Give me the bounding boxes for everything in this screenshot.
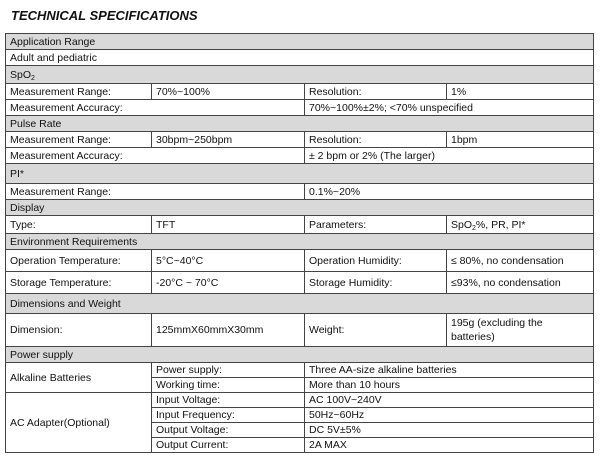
input-frequency-label: Input Frequency:: [152, 408, 305, 423]
pi-section-label: PI*: [6, 164, 594, 184]
input-voltage-label: Input Voltage:: [152, 393, 305, 408]
display-params-value: SpO$_2$%, PR, PI*: [447, 216, 594, 234]
op-humidity-label: Operation Humidity:: [305, 250, 447, 272]
storage-temp-value: -20°C ~ 70°C: [152, 272, 305, 294]
table-row: [6, 184, 594, 200]
table-row: [6, 132, 594, 148]
section-header-pi: [6, 164, 594, 184]
table-row: [6, 272, 594, 294]
pulse-range-value: 30bpm~250bpm: [152, 132, 305, 148]
dimension-value: 125mmX60mmX30mm: [152, 314, 305, 347]
storage-temp-label: Storage Temperature:: [6, 272, 152, 294]
table-row: [6, 148, 594, 164]
display-params-label: Parameters:: [305, 216, 447, 234]
dimensions-section-label: Dimensions and Weight: [6, 294, 594, 314]
page-title: TECHNICAL SPECIFICATIONS: [11, 8, 198, 23]
spo2-accuracy-value: 70%~100%±2%; <70% unspecified: [305, 100, 594, 116]
table-row: [6, 216, 594, 234]
table-row: [6, 250, 594, 272]
specifications-table: [5, 33, 594, 453]
op-temp-label: Operation Temperature:: [6, 250, 152, 272]
spo2-accuracy-label: Measurement Accuracy:: [6, 100, 305, 116]
alkaline-batteries-label: Alkaline Batteries: [6, 363, 152, 393]
ac-adapter-label: AC Adapter(Optional): [6, 393, 152, 453]
pulse-range-label: Measurement Range:: [6, 132, 152, 148]
section-header-spo2: [6, 66, 594, 84]
input-frequency-value: 50Hz~60Hz: [305, 408, 594, 423]
power-supply-value: Three AA-size alkaline batteries: [305, 363, 594, 378]
section-header-environment: [6, 234, 594, 250]
display-type-label: Type:: [6, 216, 152, 234]
section-header-power: [6, 347, 594, 363]
pi-range-value: 0.1%~20%: [305, 184, 594, 200]
input-voltage-value: AC 100V~240V: [305, 393, 594, 408]
storage-humidity-label: Storage Humidity:: [305, 272, 447, 294]
storage-humidity-value: ≤93%, no condensation: [447, 272, 594, 294]
weight-value: 195g (excluding the batteries): [447, 314, 594, 347]
pulse-resolution-label: Resolution:: [305, 132, 447, 148]
spo2-section-label: SpO$_2$: [6, 66, 594, 84]
op-temp-value: 5°C~40°C: [152, 250, 305, 272]
spo2-resolution-label: Resolution:: [305, 84, 447, 100]
section-header-display: [6, 200, 594, 216]
spo2-range-label: Measurement Range:: [6, 84, 152, 100]
power-supply-label: Power supply:: [152, 363, 305, 378]
section-header-dimensions: [6, 294, 594, 314]
pulse-section-label: Pulse Rate: [6, 116, 594, 132]
working-time-label: Working time:: [152, 378, 305, 393]
power-section-label: Power supply: [6, 347, 594, 363]
display-section-label: Display: [6, 200, 594, 216]
pi-range-label: Measurement Range:: [6, 184, 305, 200]
section-header-pulse: [6, 116, 594, 132]
spo2-resolution-value: 1%: [447, 84, 594, 100]
section-header-application: [6, 34, 594, 50]
table-row: [6, 314, 594, 347]
output-current-label: Output Current:: [152, 438, 305, 453]
table-row: [6, 50, 594, 66]
working-time-value: More than 10 hours: [305, 378, 594, 393]
table-row: [6, 84, 594, 100]
pulse-accuracy-label: Measurement Accuracy:: [6, 148, 305, 164]
op-humidity-value: ≤ 80%, no condensation: [447, 250, 594, 272]
output-current-value: 2A MAX: [305, 438, 594, 453]
output-voltage-value: DC 5V±5%: [305, 423, 594, 438]
weight-label: Weight:: [305, 314, 447, 347]
display-type-value: TFT: [152, 216, 305, 234]
output-voltage-label: Output Voltage:: [152, 423, 305, 438]
application-section-label: Application Range: [6, 34, 594, 50]
pulse-resolution-value: 1bpm: [447, 132, 594, 148]
table-row: [6, 393, 594, 408]
pulse-accuracy-value: ± 2 bpm or 2% (The larger): [305, 148, 594, 164]
table-row: [6, 363, 594, 378]
environment-section-label: Environment Requirements: [6, 234, 594, 250]
table-row: [6, 100, 594, 116]
application-value: Adult and pediatric: [6, 50, 594, 66]
spo2-range-value: 70%~100%: [152, 84, 305, 100]
dimension-label: Dimension:: [6, 314, 152, 347]
